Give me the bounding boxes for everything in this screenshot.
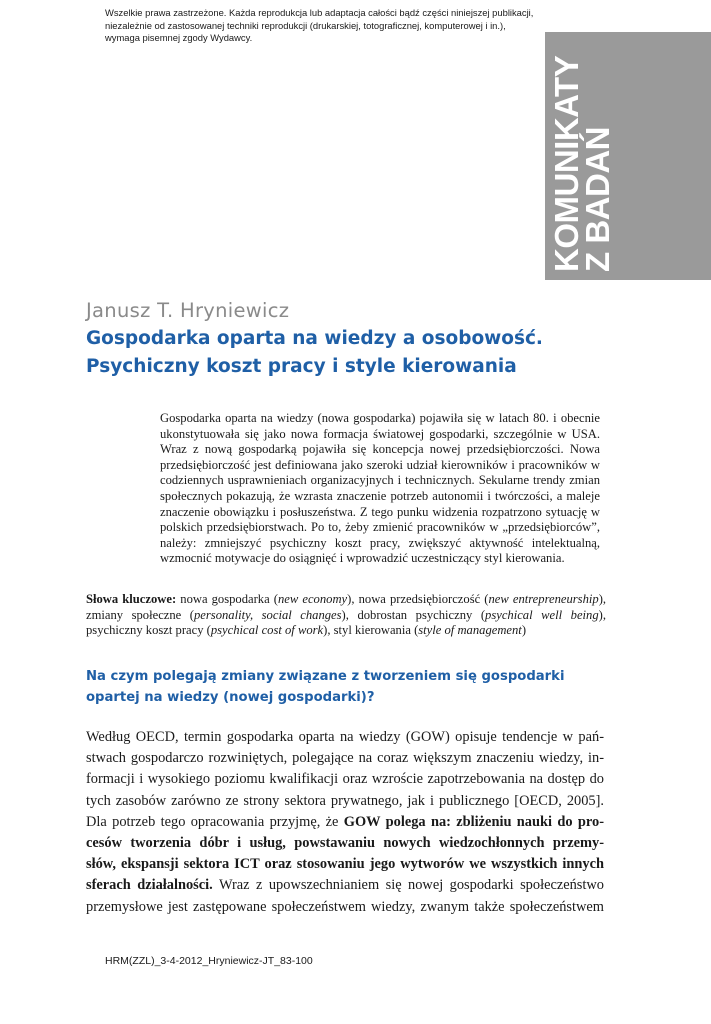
heading-line: opartej na wiedzy (nowej gospodarki)? <box>86 690 375 705</box>
keyword-en: style of management <box>418 623 522 638</box>
footer-filename: HRM(ZZL)_3-4-2012_Hryniewicz-JT_83-100 <box>105 955 313 967</box>
keyword-en: psychical cost of work <box>210 623 324 638</box>
body-line: formacji i wysokiego poziomu kwalifikacji oraz wzroście zapotrzebowania na dostęp do <box>86 771 604 788</box>
section-tab-line2: Z BADAŃ <box>579 127 616 272</box>
keyword-en: psychical well being <box>485 607 599 622</box>
keyword-pl: styl kierowania <box>333 623 411 638</box>
keyword-en: new entrepreneurship <box>488 592 599 606</box>
body-span: Dla potrzeb tego opracowania przyjmę, że <box>86 813 344 830</box>
body-line <box>86 854 604 875</box>
copyright-notice <box>105 7 585 45</box>
keyword-pl: dobrostan psychiczny <box>357 607 473 622</box>
body-bold-span: GOW polega na: zbliżeniu nauki do pro- <box>343 813 604 830</box>
body-line: przemysłowe jest zastępowane społeczeństwem wiedzy, zwanym także społeczeństwem <box>86 898 604 915</box>
keyword-pl: nowa przedsiębiorczość <box>358 592 481 606</box>
body-line <box>86 833 604 854</box>
copyright-line: wymaga pisemnej zgody Wydawcy. <box>105 32 253 43</box>
section-tab <box>545 32 711 280</box>
body-line: tych zasobów zarówno ze strony sektora prywatnego, jak i publicznego [OECD, 2005]. <box>86 792 604 809</box>
author-name: Janusz T. Hryniewicz <box>86 299 290 322</box>
body-line <box>86 875 604 896</box>
article-title <box>86 325 606 381</box>
abstract: Gospodarka oparta na wiedzy (nowa gospodarka) pojawiła się w latach 80. i obecnie ukonstytuowała się jako nowa formacja światowej gospodarki, szczególnie w USA. Wraz z nową gospodarką pojawiła się koncepcja nowej przedsiębiorczości. Nowa przedsiębiorczość jest definiowana jako szeroki udział kierowników i pracowników w codziennych usprawnieniach organizacyjnych i technicznych. Sekularne trendy zmian społecznych pokazują, że wzrasta znaczenie potrzeb autonomii i twórczości, a maleje znaczenie obowiązku i posłuszeństwa. Z tego punku widzenia rozpatrzono sytuację w polskich przedsiębiorstwach. Po to, żeby zmienić pracowników w „przedsiębiorców”, należy: zmniejszyć psychiczny koszt pracy, zwiększyć aktywność intelektualną, wzmocnić motywacje do osiągnięć i wprowadzić uczestniczący styl kierowania. <box>160 411 600 566</box>
body-line: stwach gospodarczo rozwiniętych, polegające na coraz większym znaczeniu wiedzy, in- <box>86 750 604 767</box>
keyword-en: personality, social changes <box>194 607 342 622</box>
keyword-pl: psychiczny koszt pracy <box>86 623 204 638</box>
title-line: Psychiczny koszt pracy i style kierowania <box>86 356 517 377</box>
keywords: Słowa kluczowe: nowa gospodarka (new economy), nowa przedsiębiorczość (new entrepreneurship), zmiany społeczne (personality, social changes), dobrostan psychiczny (psychical well being), psychiczny koszt pracy (psychical cost of work), styl kierowania (style of management) <box>86 592 607 638</box>
heading-line: Na czym polegają zmiany związane z tworzeniem się gospodarki <box>86 669 565 684</box>
copyright-line: Wszelkie prawa zastrzeżone. Każda reprodukcja lub adaptacja całości bądź części niniejszej publikacji, <box>105 7 534 18</box>
keyword-pl: nowa gospodarka <box>180 592 270 606</box>
keyword-pl: zmiany społeczne <box>86 607 182 622</box>
body-bold-span: cesów tworzenia dóbr i usług, powstawaniu nowych wiedzochłonnych przemy- <box>86 835 604 852</box>
body-bold-span: sferach działalności. <box>86 877 213 894</box>
body-text <box>86 727 604 918</box>
section-tab-line1: KOMUNIKATY <box>548 55 585 272</box>
copyright-line: niezależnie od zastosowanej techniki reprodukcji (drukarskiej, totograficznej, komputerowej i in.), <box>105 19 506 31</box>
body-bold-span: słów, ekspansji sektora ICT oraz stosowaniu jego wytworów we wszystkich innych <box>86 856 604 873</box>
body-span: Wraz z upowszechnianiem się nowej gospodarki społeczeństwo <box>212 877 604 894</box>
title-line: Gospodarka oparta na wiedzy a osobowość. <box>86 328 543 349</box>
section-tab-label <box>548 55 616 272</box>
keyword-en: new economy <box>278 592 348 606</box>
body-line: Według OECD, termin gospodarka oparta na wiedzy (GOW) opisuje tendencje w pań- <box>86 729 604 745</box>
keywords-label: Słowa kluczowe: <box>86 592 177 606</box>
body-line <box>86 812 604 833</box>
section-heading <box>86 666 616 708</box>
